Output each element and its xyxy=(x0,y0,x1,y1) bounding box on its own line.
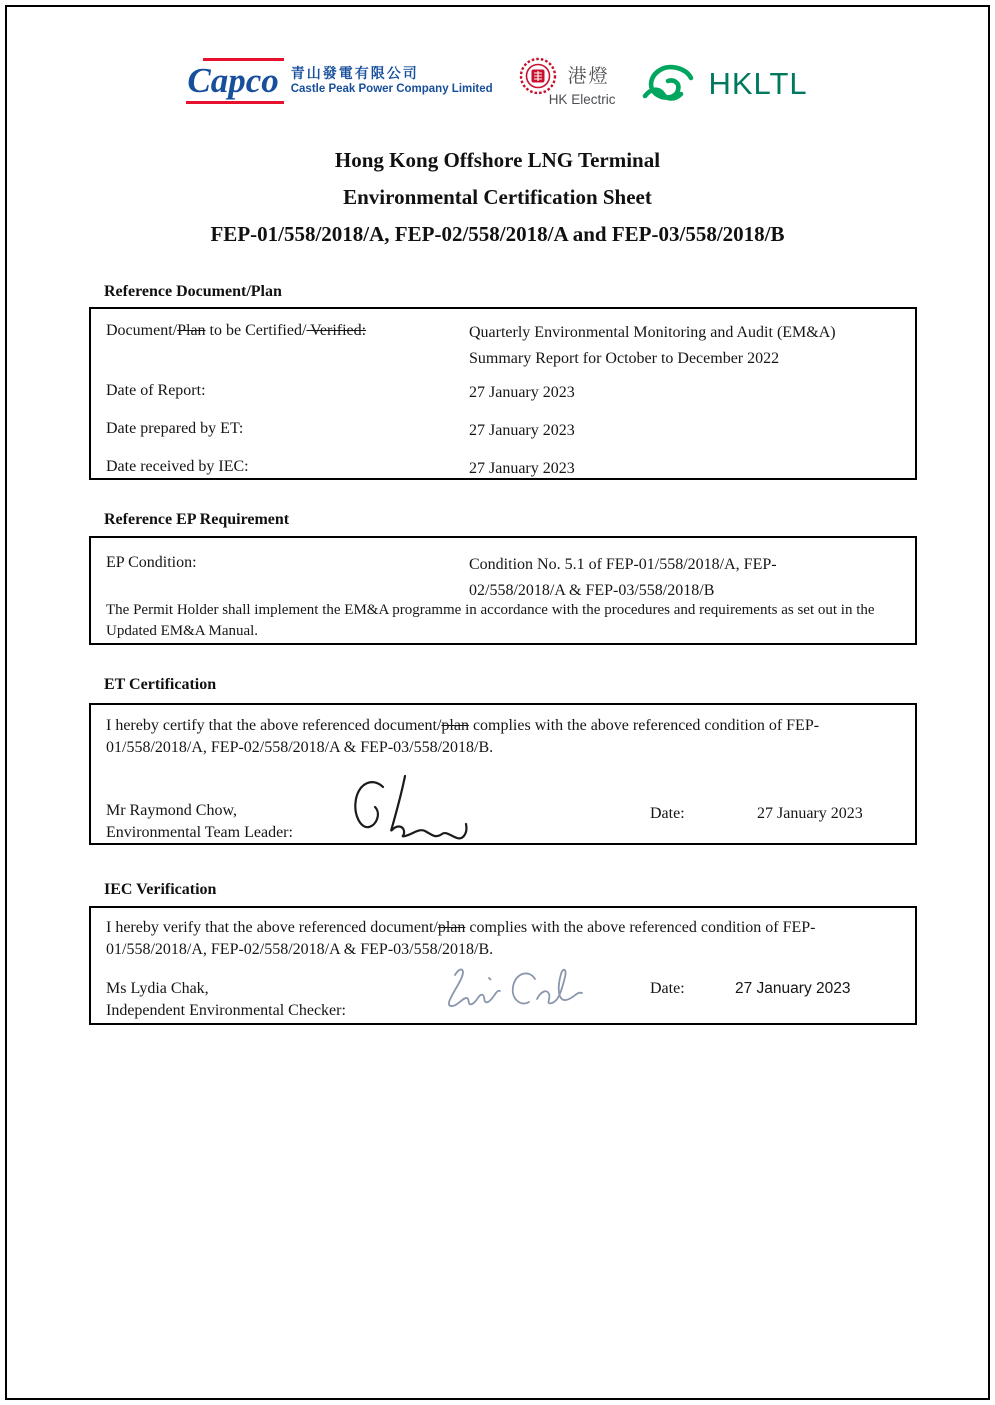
et-statement-part2: complies with the above referenced condition of FEP-01/558/2018/A, FEP-02/558/2018/A & FEP-03/558/2018/B. xyxy=(106,717,820,756)
iec-signatory-name: Ms Lydia Chak, xyxy=(106,980,209,997)
et-signature xyxy=(347,773,477,845)
et-certification-box xyxy=(89,703,917,845)
ep-condition-value: Condition No. 5.1 of FEP-01/558/2018/A, FEP-02/558/2018/A & FEP-03/558/2018/B xyxy=(469,556,777,599)
capco-wordmark xyxy=(187,56,281,105)
iec-date-label: Date: xyxy=(650,980,685,997)
et-signatory xyxy=(106,800,293,844)
doc-label-strike-verified: Verified: xyxy=(306,322,367,339)
document-title-line1: Hong Kong Offshore LNG Terminal xyxy=(334,148,661,172)
logo-hk-electric xyxy=(519,56,616,107)
date-of-report-value: 27 January 2023 xyxy=(469,384,575,401)
date-prepared-by-et-label: Date prepared by ET: xyxy=(106,420,244,437)
iec-signatory-title: Independent Environmental Checker: xyxy=(106,1002,346,1019)
doc-label-part1: Document/ xyxy=(106,322,178,339)
hk-electric-chinese-name: 港燈 xyxy=(567,65,610,87)
iec-statement-part1: I hereby verify that the above referenced document/ xyxy=(106,919,438,936)
document-title-line2: Environmental Certification Sheet xyxy=(343,185,652,209)
reference-document-box xyxy=(89,307,917,480)
logo-capco xyxy=(187,56,492,105)
iec-statement-strike-plan: plan xyxy=(437,919,466,936)
iec-signature xyxy=(437,963,607,1018)
logo-hkltl xyxy=(641,56,807,105)
capco-chinese-name: 青山發電有限公司 xyxy=(290,65,419,81)
document-title xyxy=(0,142,995,253)
ep-condition-label: EP Condition: xyxy=(106,554,197,571)
document-to-be-certified-value: Quarterly Environmental Monitoring and Audit (EM&A) Summary Report for October to December 2022 xyxy=(469,324,836,367)
capco-wordmark-text: Capco xyxy=(187,61,279,100)
et-signatory-name: Mr Raymond Chow, xyxy=(106,802,237,819)
et-date-value: 27 January 2023 xyxy=(757,805,863,822)
hk-electric-seal-icon xyxy=(519,57,557,95)
section-heading-reference-document: Reference Document/Plan xyxy=(104,283,282,300)
et-certification-statement xyxy=(106,715,897,758)
date-prepared-by-et-value: 27 January 2023 xyxy=(469,422,575,439)
capco-red-rule-top xyxy=(203,58,283,61)
logo-strip xyxy=(0,56,995,107)
section-heading-et-certification: ET Certification xyxy=(104,676,217,693)
capco-english-name: Castle Peak Power Company Limited xyxy=(290,83,493,95)
hkltl-wordmark: HKLTL xyxy=(708,66,808,101)
date-received-by-iec-label: Date received by IEC: xyxy=(106,458,249,475)
iec-verification-box xyxy=(89,906,917,1025)
document-to-be-certified-label xyxy=(106,320,456,342)
et-date-label: Date: xyxy=(650,805,685,822)
capco-company-names xyxy=(291,56,493,96)
ep-requirement-note: The Permit Holder shall implement the EM&A programme in accordance with the procedures and requirements as set out in the Updated EM&A Manual. xyxy=(106,602,875,639)
section-heading-iec-verification: IEC Verification xyxy=(104,881,217,898)
iec-verification-statement xyxy=(106,917,897,960)
doc-label-part2: to be Certified/ xyxy=(205,322,307,339)
iec-date-value: 27 January 2023 xyxy=(735,980,851,997)
date-received-by-iec-value: 27 January 2023 xyxy=(469,460,575,477)
hk-electric-english-name: HK Electric xyxy=(548,92,616,107)
section-heading-ep-requirement: Reference EP Requirement xyxy=(104,511,290,528)
capco-red-rule-bottom xyxy=(186,101,283,104)
doc-label-strike-plan: Plan xyxy=(177,322,206,339)
hkltl-wave-swirl-icon xyxy=(641,63,699,105)
et-statement-part1: I hereby certify that the above referenced document/ xyxy=(106,717,442,734)
date-of-report-label: Date of Report: xyxy=(106,382,206,399)
et-signatory-title: Environmental Team Leader: xyxy=(106,824,293,841)
iec-statement-part2: complies with the above referenced condition of FEP-01/558/2018/A, FEP-02/558/2018/A & FEP-03/558/2018/B. xyxy=(106,919,816,958)
iec-signatory xyxy=(106,978,346,1022)
ep-requirement-box xyxy=(89,536,917,645)
et-statement-strike-plan: plan xyxy=(441,717,469,734)
document-title-line3: FEP-01/558/2018/A, FEP-02/558/2018/A and FEP-03/558/2018/B xyxy=(210,222,785,246)
